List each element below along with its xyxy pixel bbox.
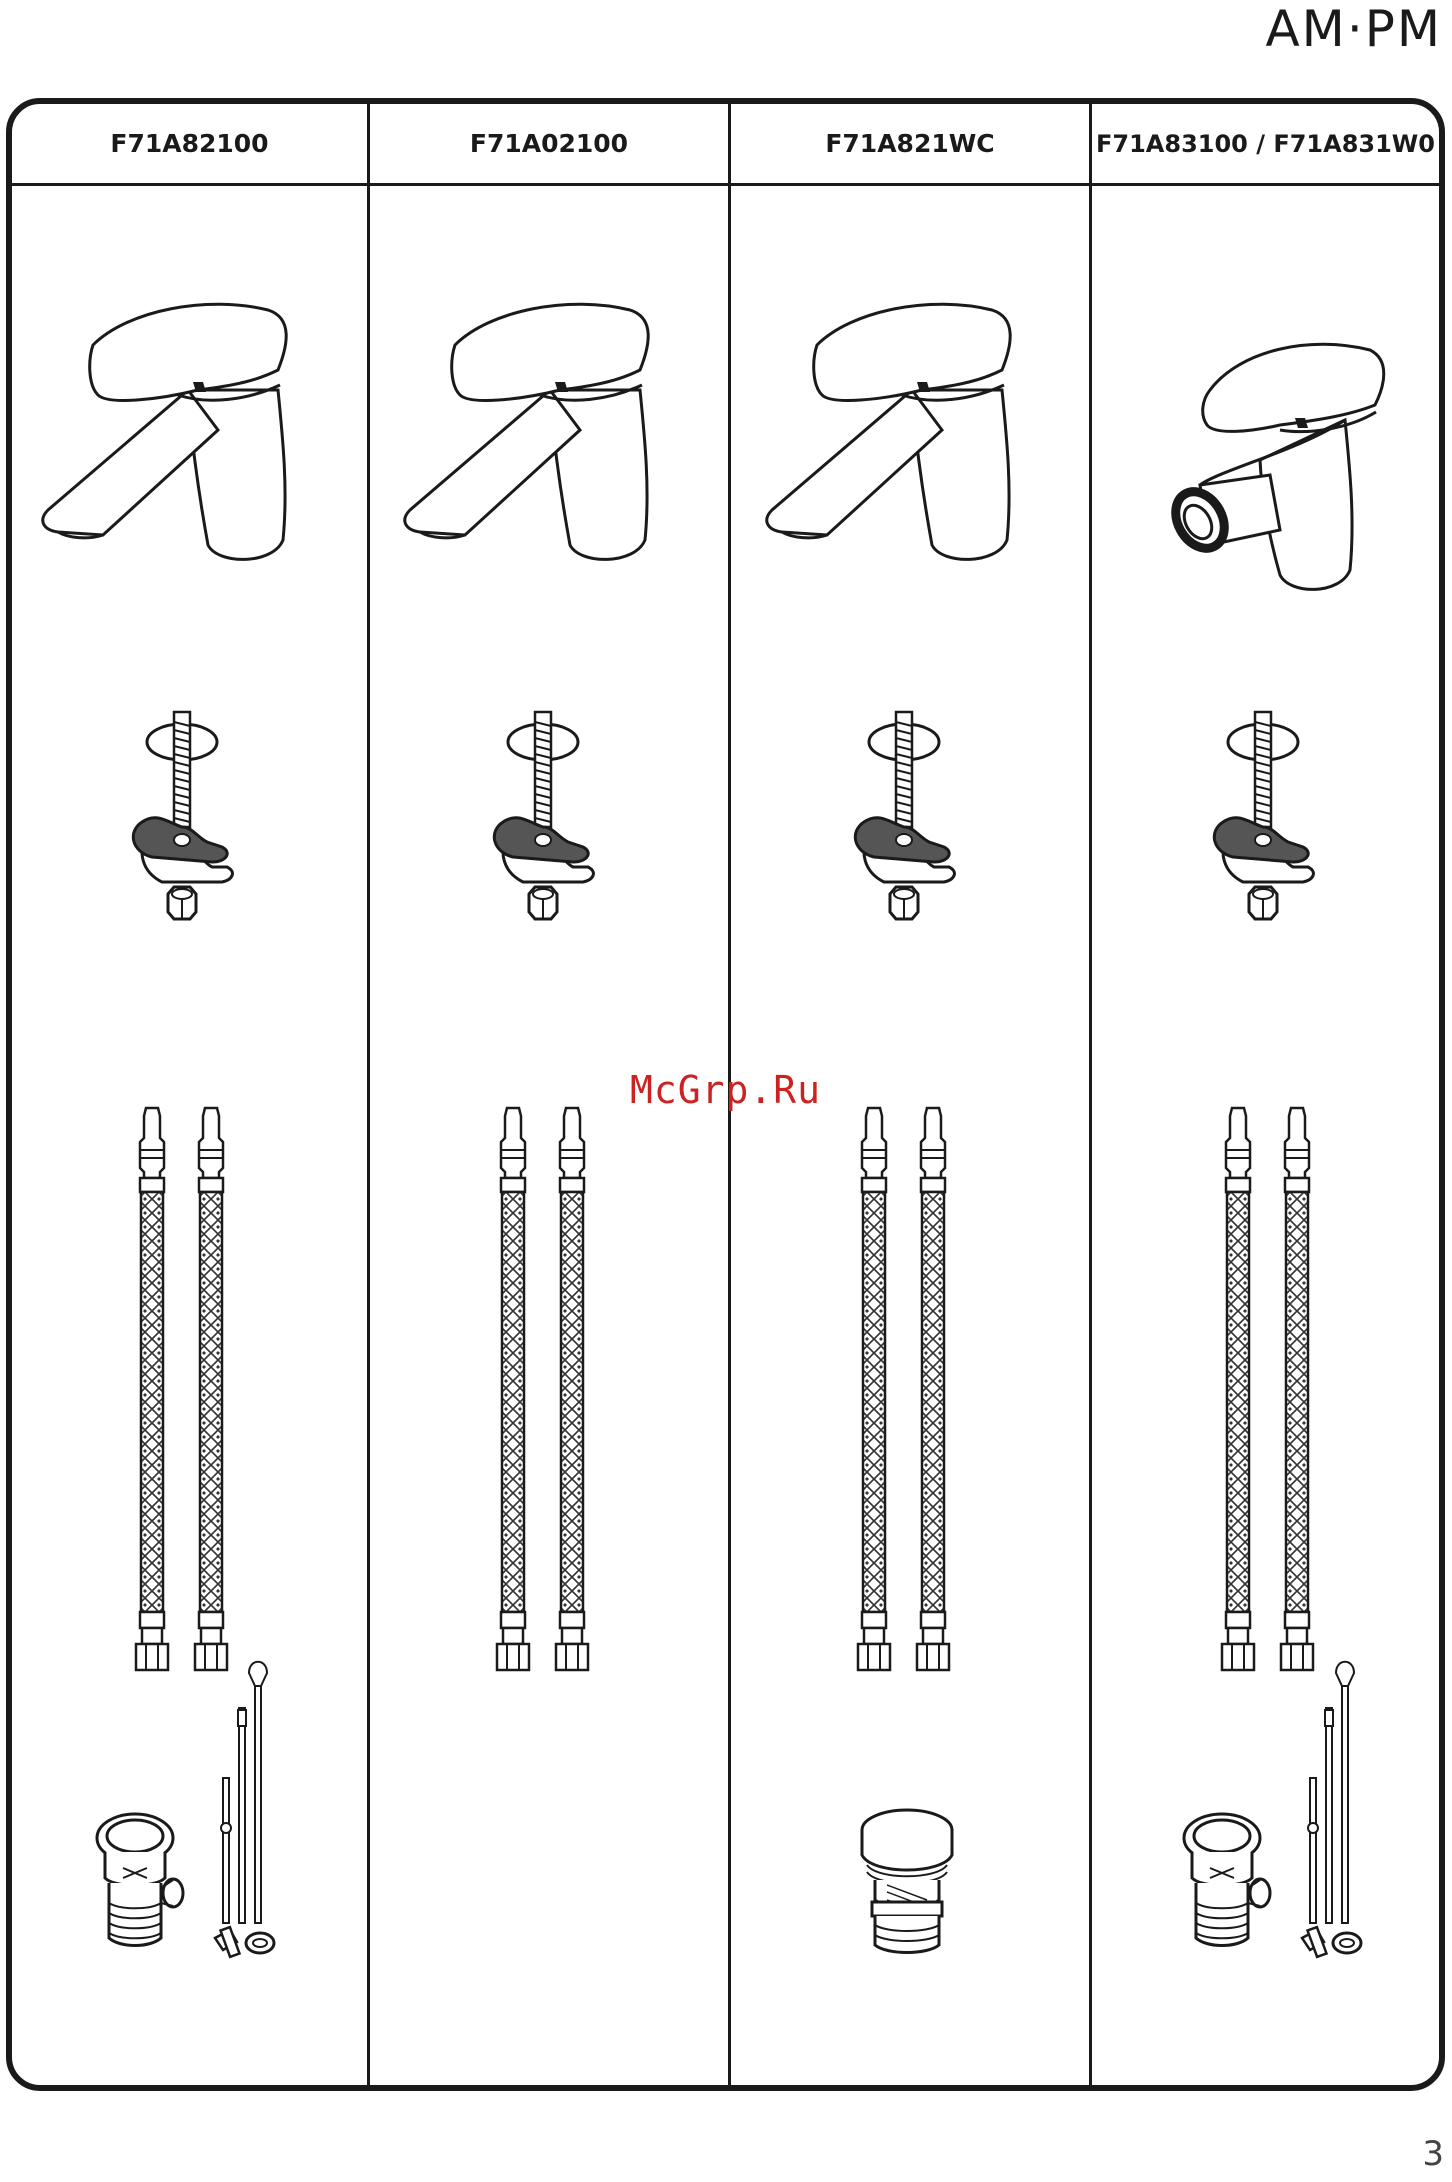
braided-hose-icon [497,1108,529,1670]
pop-up-drain-icon [1184,1662,1361,1957]
pop-up-drain-icon [97,1662,274,1957]
column-header-1: F71A82100 [110,129,269,158]
column-header-4: F71A83100 / F71A831W0 [1096,129,1435,158]
braided-hose-icon [195,1108,227,1670]
braided-hose-icon [917,1108,949,1670]
page-number: 3 [1422,2134,1444,2174]
column-header-2: F71A02100 [469,129,629,158]
braided-hose-icon [556,1108,588,1670]
click-clack-drain-icon [862,1810,952,1953]
bidet-faucet-icon [1166,344,1384,589]
braided-hose-icon [1281,1108,1313,1670]
mounting-kit-icon [1214,712,1313,919]
faucet-icon [43,304,286,559]
brand-logo: AM·PM [1265,0,1442,58]
column-header-3: F71A821WC [825,129,995,158]
mounting-kit-icon [494,712,593,919]
braided-hose-icon [136,1108,168,1670]
faucet-icon [767,304,1010,559]
braided-hose-icon [1222,1108,1254,1670]
braided-hose-icon [858,1108,890,1670]
mounting-kit-icon [133,712,232,919]
faucet-icon [405,304,648,559]
mounting-kit-icon [855,712,954,919]
watermark: McGrp.Ru [630,1068,822,1112]
